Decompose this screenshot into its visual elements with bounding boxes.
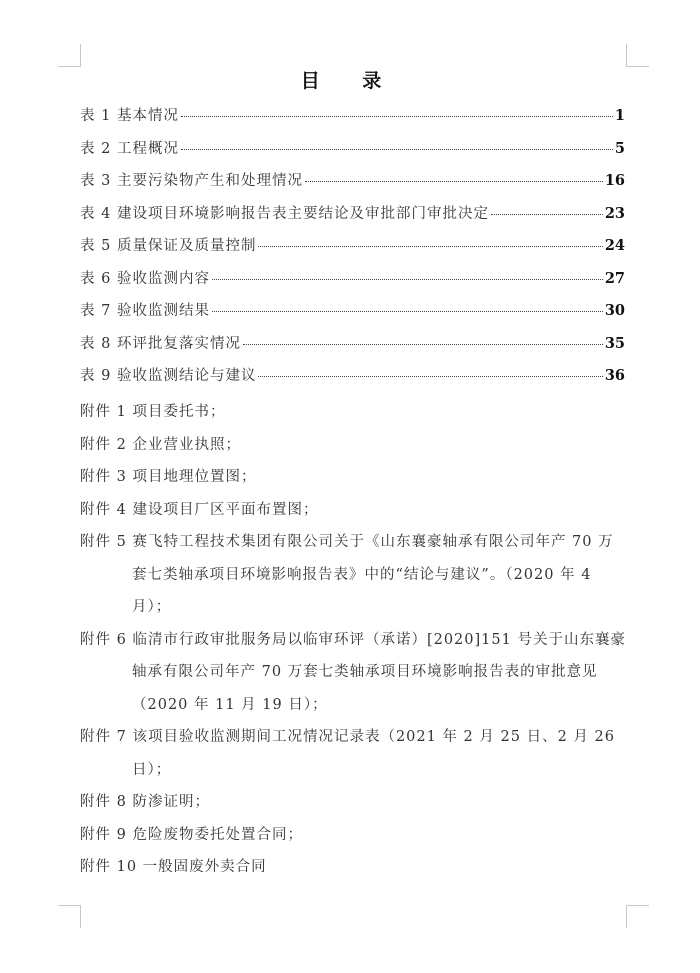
toc-entry[interactable] — [80, 104, 625, 137]
attachment-item: 附件 8 防渗证明； — [80, 794, 210, 810]
page-title: 目 录 — [300, 70, 400, 92]
toc-entry-page: 23 — [604, 204, 625, 222]
toc-entry-label: 表 7 验收监测结果 — [80, 303, 210, 319]
toc-entry-label: 表 5 质量保证及质量控制 — [80, 238, 257, 254]
toc-entry-label: 表 8 环评批复落实情况 — [80, 335, 241, 352]
toc-entry-page: 16 — [604, 172, 625, 189]
toc-leader-dots — [258, 376, 602, 377]
corner-mark-bottom-left — [58, 905, 81, 928]
toc-entry-page: 35 — [604, 334, 625, 352]
toc-leader-dots — [491, 214, 603, 215]
toc-entry-label: 表 9 验收监测结论与建议 — [80, 368, 257, 384]
corner-mark-top-right — [626, 44, 649, 67]
toc-entry-label: 表 6 验收监测内容 — [80, 270, 210, 287]
attachment-item: 附件 6 临清市行政审批服务局以临审环评（承诺）[2020]151 号关于山东襄豪轴承有限公司年产 70 万套七类轴承项目环境影响报告表的审批意见（2020 年 11 月 19 日）； — [80, 631, 626, 713]
toc-entry-label: 表 4 建设项目环境影响报告表主要结论及审批部门审批决定 — [80, 205, 489, 222]
toc-entry[interactable] — [80, 137, 625, 170]
attachment-item: 附件 2 企业营业执照； — [80, 436, 241, 453]
toc-leader-dots — [258, 246, 602, 247]
toc-entry[interactable] — [80, 202, 625, 235]
toc-leader-dots — [181, 149, 613, 150]
toc-leader-dots — [305, 181, 603, 182]
toc-entry-page: 24 — [604, 237, 625, 254]
toc-entry[interactable] — [80, 332, 625, 365]
attachment-item: 附件 7 该项目验收监测期间工况情况记录表（2021 年 2 月 25 日、2 月 26 日）； — [80, 729, 615, 778]
toc-entry[interactable] — [80, 267, 625, 300]
attachment-item: 附件 5 赛飞特工程技术集团有限公司关于《山东襄豪轴承有限公司年产 70 万套七类轴承项目环境影响报告表》中的“结论与建议”。（2020 年 4 月）； — [80, 534, 614, 615]
attachment-list — [80, 396, 628, 884]
toc-entry-label: 表 1 基本情况 — [80, 108, 179, 124]
toc-entry[interactable] — [80, 234, 625, 267]
attachment-item: 附件 10 一般固废外卖合同 — [80, 859, 267, 875]
toc-entry-label: 表 2 工程概况 — [80, 140, 179, 157]
toc-leader-dots — [212, 279, 603, 280]
toc-leader-dots — [212, 311, 603, 312]
toc-entry[interactable] — [80, 299, 625, 332]
attachment-item: 附件 3 项目地理位置图； — [80, 469, 257, 485]
attachment-item: 附件 9 危险废物委托处置合同； — [80, 826, 303, 843]
corner-mark-top-left — [58, 44, 81, 67]
toc-entry-page: 30 — [604, 302, 625, 319]
toc-entry-page: 27 — [604, 269, 625, 287]
toc-entry-page: 36 — [604, 367, 625, 384]
toc-entry-page: 5 — [614, 139, 625, 157]
toc-entry[interactable] — [80, 364, 625, 397]
attachment-item: 附件 4 建设项目厂区平面布置图； — [80, 501, 319, 518]
toc-leader-dots — [243, 344, 603, 345]
toc-leader-dots — [181, 116, 613, 117]
toc-entry-label: 表 3 主要污染物产生和处理情况 — [80, 173, 303, 189]
toc-entry-page: 1 — [614, 107, 625, 124]
table-of-contents — [80, 104, 625, 397]
corner-mark-bottom-right — [626, 905, 649, 928]
attachment-item: 附件 1 项目委托书； — [80, 404, 226, 420]
toc-entry[interactable] — [80, 169, 625, 202]
